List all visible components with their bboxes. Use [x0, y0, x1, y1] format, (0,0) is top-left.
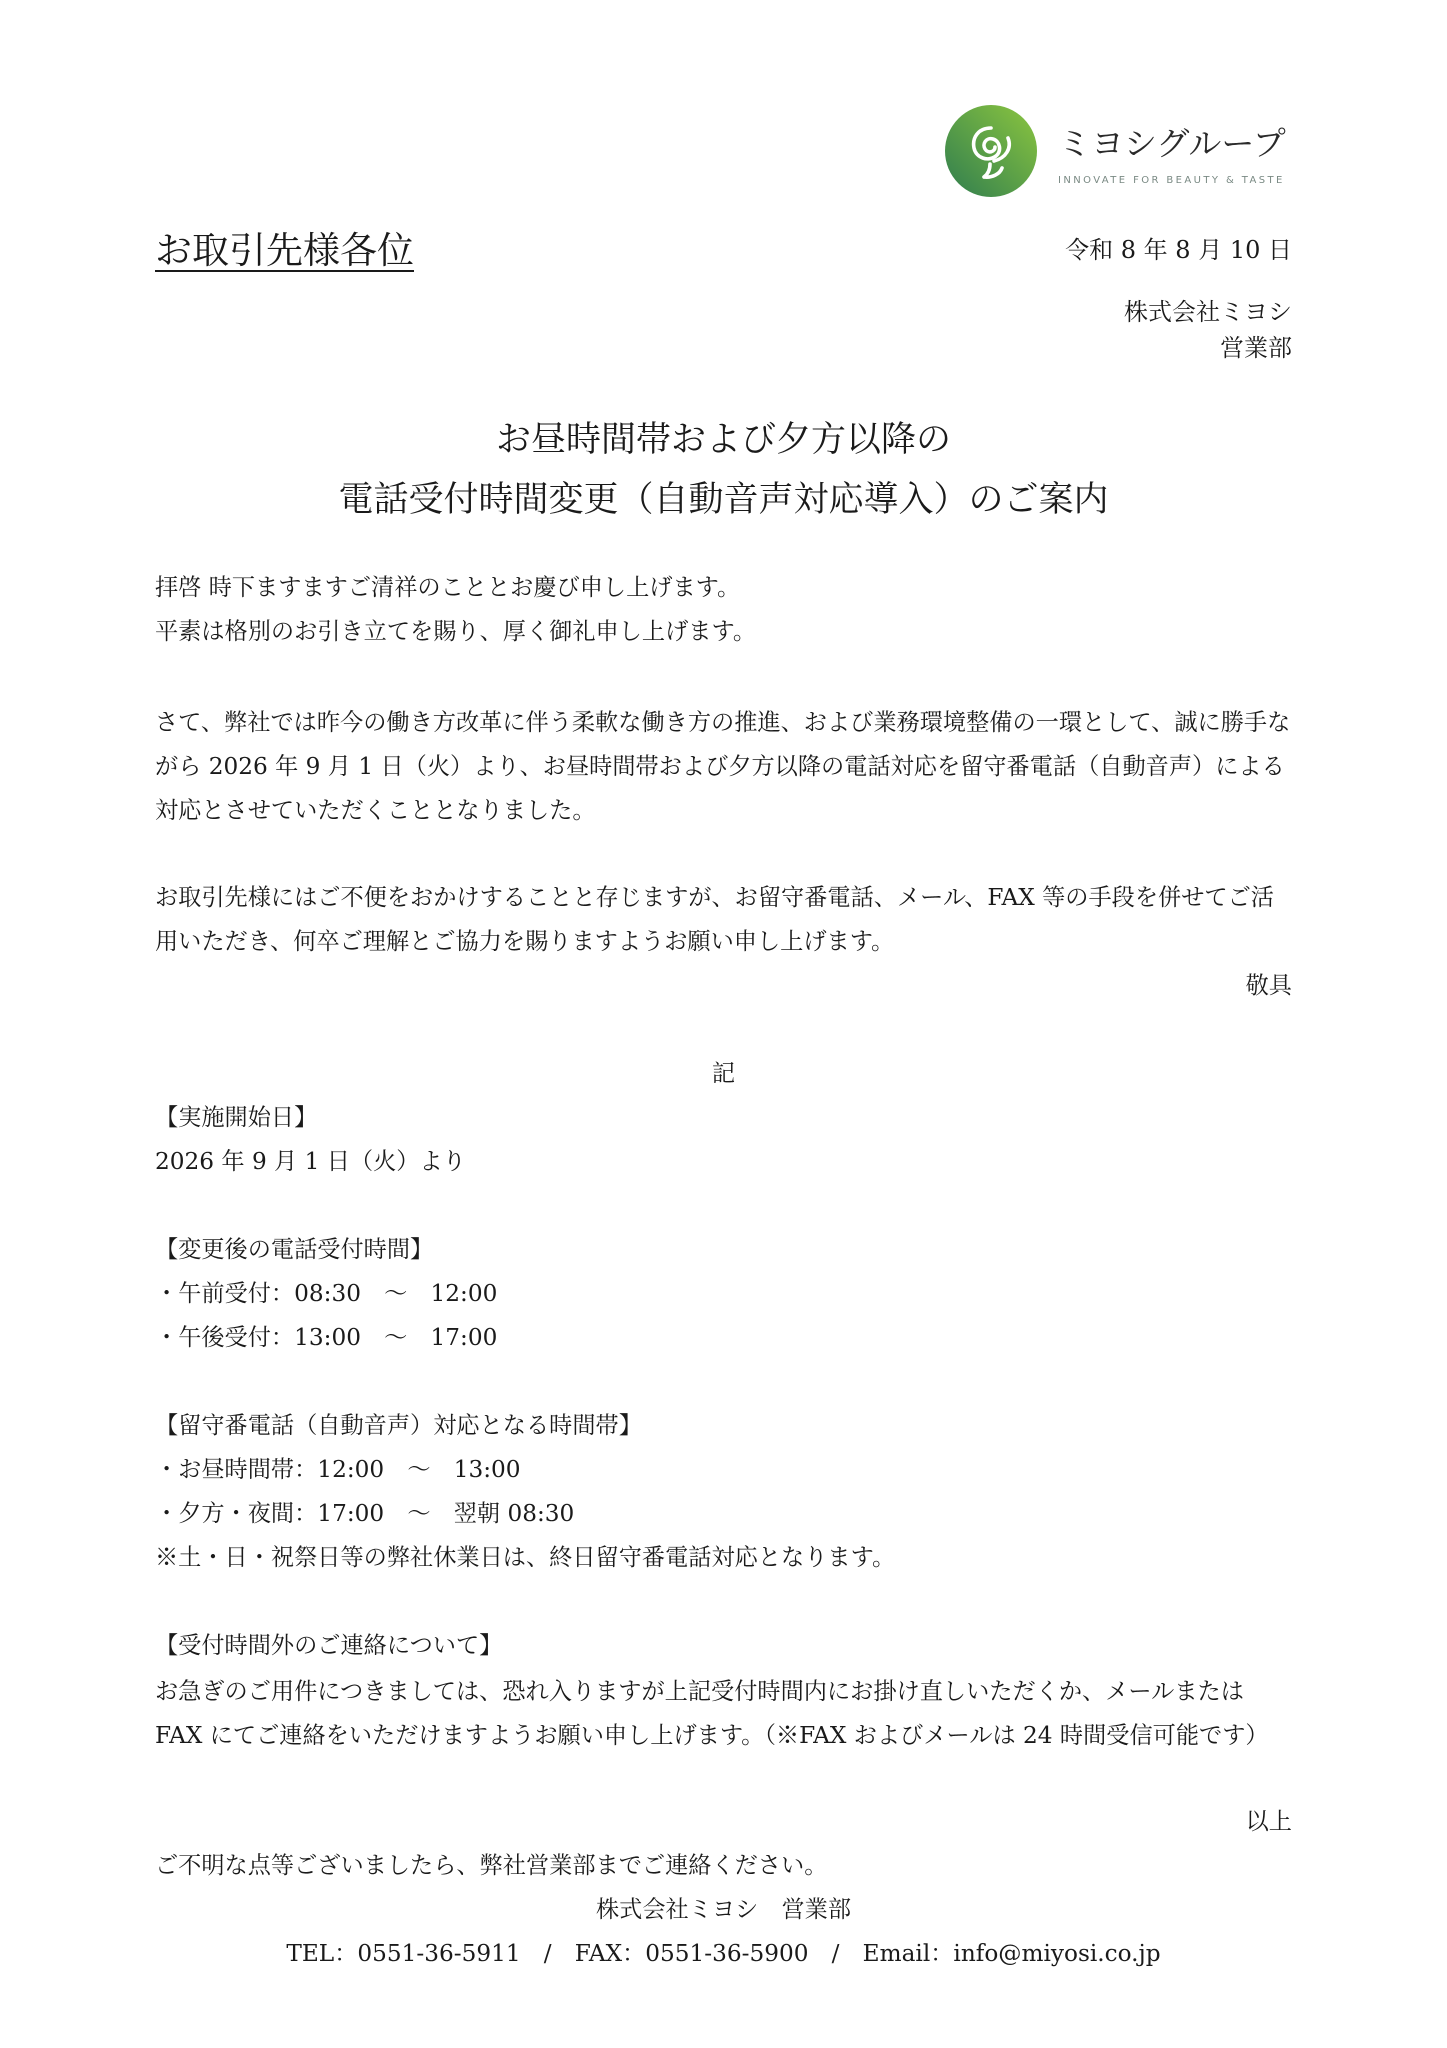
footer-company: 株式会社ミヨシ 営業部	[595, 1896, 852, 1923]
footer-contact: TEL：0551-36-5911 / FAX：0551-36-5900 / Email：info@miyosi.co.jp	[286, 1940, 1161, 1967]
start-date: 2026 年 9 月 1 日（火）より	[155, 1148, 466, 1175]
logo-name: ミヨシグループ	[1058, 124, 1286, 163]
hours-am: ・午前受付：08:30 ～ 12:00	[155, 1280, 498, 1307]
hours-pm: ・午後受付：13:00 ～ 17:00	[155, 1324, 498, 1351]
auto-evening: ・夕方・夜間：17:00 ～ 翌朝 08:30	[155, 1500, 575, 1527]
inquiry-line: ご不明な点等ございましたら、弊社営業部までご連絡ください。	[155, 1852, 828, 1879]
document-title-line2: 電話受付時間変更（自動音声対応導入）のご案内	[338, 480, 1109, 520]
recipient: お取引先様各位	[155, 229, 414, 272]
miyoshi-logo-icon	[944, 104, 1038, 198]
closing-keigu: 敬具	[1245, 972, 1292, 999]
greeting-line2: 平素は格別のお引き立てを賜り、厚く御礼申し上げます。	[155, 618, 757, 645]
hours-heading: 【変更後の電話受付時間】	[155, 1236, 434, 1263]
document-title-line1: お昼時間帯および夕方以降の	[495, 420, 951, 460]
auto-heading: 【留守番電話（自動音声）対応となる時間帯】	[155, 1412, 642, 1439]
start-heading: 【実施開始日】	[155, 1104, 318, 1131]
ki-heading: 記	[711, 1060, 736, 1087]
greeting-line1: 拝啓 時下ますますご清祥のこととお慶び申し上げます。	[155, 574, 741, 601]
issue-date: 令和 8 年 8 月 10 日	[1065, 236, 1292, 264]
sender-company: 株式会社ミヨシ	[1124, 298, 1292, 326]
contact-text: お急ぎのご用件につきましては、恐れ入りますが上記受付時間内にお掛け直しいただくか、メールまたは FAX にてご連絡をいただけますようお願い申し上げます。（※FAX およびメールは 24 時間受信可能です）	[155, 1678, 1269, 1749]
contact-heading: 【受付時間外のご連絡について】	[155, 1632, 503, 1659]
notice-paragraph: さて、弊社では昨今の働き方改革に伴う柔軟な働き方の推進、および業務環境整備の一環として、誠に勝手ながら 2026 年 9 月 1 日（火）より、お昼時間帯および夕方以降の電話対応を留守番電話（自動音声）による対応とさせていただくこととなりました。	[155, 709, 1291, 824]
sender-department: 営業部	[1220, 334, 1292, 362]
ijou: 以上	[1245, 1808, 1292, 1835]
request-paragraph: お取引先様にはご不便をおかけすることと存じますが、お留守番電話、メール、FAX 等の手段を併せてご活用いただき、何卒ご理解とご協力を賜りますようお願い申し上げます。	[155, 884, 1274, 955]
logo-tagline: INNOVATE FOR BEAUTY & TASTE	[1058, 175, 1285, 186]
auto-note: ※土・日・祝祭日等の弊社休業日は、終日留守番電話対応となります。	[155, 1544, 896, 1571]
auto-lunch: ・お昼時間帯：12:00 ～ 13:00	[155, 1456, 521, 1483]
